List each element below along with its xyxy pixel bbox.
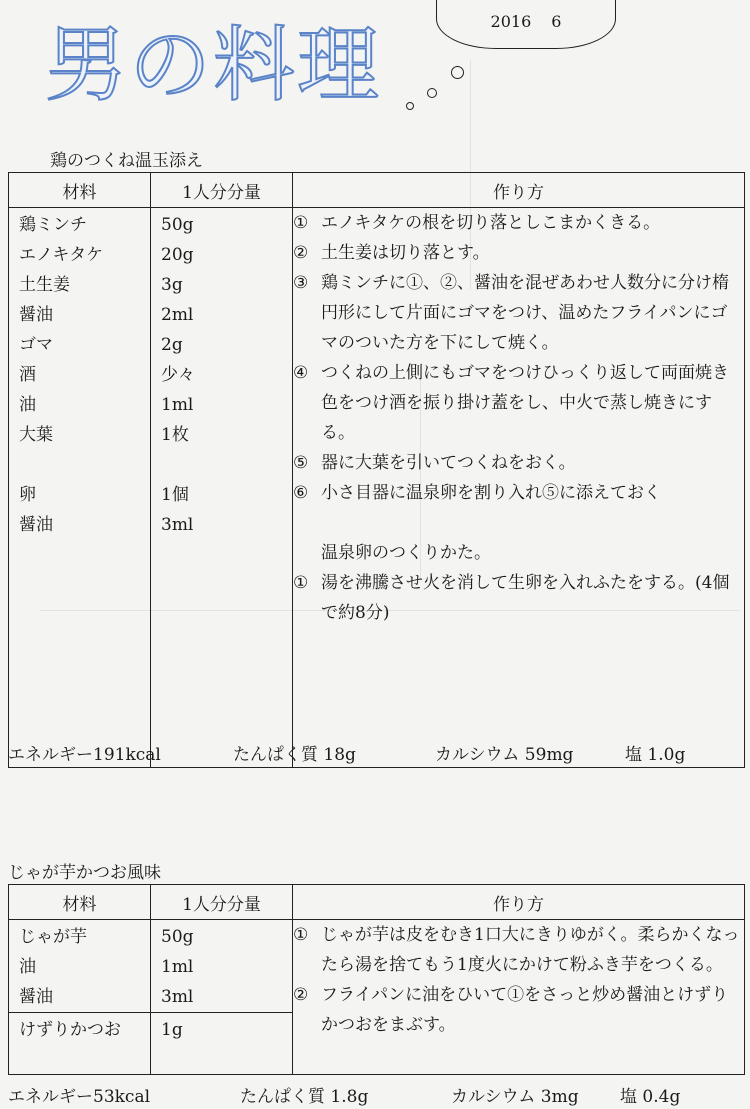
step-text: つくねの上側にもゴマをつけひっくり返して両面焼き色をつけ酒を振り掛け蓋をし、中火で蒸し焼きにする。 <box>321 363 729 443</box>
ingredient-name <box>9 450 150 480</box>
ingredient-amount: 50g <box>161 927 194 947</box>
recipe-title: 鶏のつくね温玉添え <box>50 151 203 171</box>
thought-bubble-dot <box>406 102 414 110</box>
ingredient-amount: 3ml <box>161 515 194 535</box>
step-number: ⑥ <box>293 483 309 503</box>
ingredient-amount: 1ml <box>161 395 194 415</box>
ingredient-name: 油 <box>19 957 36 977</box>
ingredient-amount: 1ml <box>161 957 194 977</box>
recipe-title: じゃが芋かつお風味 <box>8 863 161 883</box>
nutrition-salt: 塩 1.0g <box>625 745 686 765</box>
col-header-ingredient: 材料 <box>9 173 151 208</box>
ingredient-list <box>9 920 151 1013</box>
ingredient-name: エノキタケ <box>19 245 104 265</box>
thought-bubble-dot <box>451 66 464 79</box>
method-step <box>293 268 744 358</box>
ingredient-amount <box>151 450 292 480</box>
step-text: じゃが芋は皮をむき1口大にきりゆがく。柔らかくなったら湯を捨てもう1度火にかけて粉ふき芋をつくる。 <box>321 925 740 975</box>
step-number: ③ <box>293 273 309 293</box>
method-step <box>293 568 744 628</box>
ingredient-amount: 1個 <box>161 485 189 505</box>
step-number: ④ <box>293 363 309 383</box>
ingredient-name: 大葉 <box>19 425 53 445</box>
method-steps <box>293 208 745 768</box>
ingredient-amount: 1g <box>161 1020 183 1040</box>
col-header-amount: 1人分分量 <box>151 885 293 920</box>
step-number: ② <box>293 243 309 263</box>
thought-bubble-dot <box>427 88 437 98</box>
method-steps <box>293 920 745 1075</box>
step-text: エノキタケの根を切り落としこまかくきる。 <box>321 213 661 233</box>
step-number: ② <box>293 985 309 1005</box>
ingredient-amount: 50g <box>161 215 194 235</box>
ingredient-name: 醤油 <box>19 987 53 1007</box>
step-text: フライパンに油をひいて①をさっと炒め醤油とけずりかつおをまぶす。 <box>321 985 729 1035</box>
step-number: ① <box>293 925 309 945</box>
nutrition-protein: たんぱく質 1.8g <box>240 1087 369 1107</box>
method-step <box>293 920 744 980</box>
method-step <box>293 980 744 1040</box>
ingredient-name: 醤油 <box>19 305 53 325</box>
nutrition-protein: たんぱく質 18g <box>233 745 356 765</box>
step-number: ① <box>293 573 309 593</box>
ingredient-amount: 20g <box>161 245 194 265</box>
ingredient-amount: 1枚 <box>161 425 189 445</box>
col-header-ingredient: 材料 <box>9 885 151 920</box>
ingredient-amount: 2g <box>161 335 183 355</box>
ingredient-name: 卵 <box>19 485 36 505</box>
step-text: 小さ目器に温泉卵を割り入れ⑤に添えておく <box>321 483 661 503</box>
ingredient-name: 酒 <box>19 365 36 385</box>
method-step <box>293 448 744 478</box>
ingredient-amount: 3ml <box>161 987 194 1007</box>
recipe-table <box>8 884 745 1075</box>
col-header-method: 作り方 <box>293 173 745 208</box>
step-text: 湯を沸騰させ火を消して生卵を入れふたをする。(4個で約8分) <box>321 573 730 623</box>
amount-list <box>151 920 293 1013</box>
col-header-method: 作り方 <box>293 885 745 920</box>
method-step <box>293 358 744 448</box>
sub-heading-onsen-egg: 温泉卵のつくりかた。 <box>321 543 491 563</box>
nutrition-energy: エネルギー191kcal <box>8 745 161 765</box>
ingredient-name: けずりかつお <box>19 1020 121 1040</box>
page-title: 男の料理 <box>45 18 382 113</box>
ingredient-name: 醤油 <box>19 515 53 535</box>
ingredient-name: 油 <box>19 395 36 415</box>
nutrition-calcium: カルシウム 59mg <box>435 745 574 765</box>
method-step <box>293 238 744 268</box>
ingredient-name: じゃが芋 <box>19 927 87 947</box>
method-step <box>293 208 744 238</box>
amount-list <box>151 208 293 768</box>
ingredient-list <box>9 1013 151 1075</box>
date-year: 2016 <box>490 12 532 31</box>
step-text: 器に大葉を引いてつくねをおく。 <box>321 453 576 473</box>
date-month: 6 <box>551 12 562 31</box>
amount-list <box>151 1013 293 1075</box>
nutrition-calcium: カルシウム 3mg <box>451 1087 579 1107</box>
method-step <box>293 478 744 508</box>
step-text: 鶏ミンチに①、②、醤油を混ぜあわせ人数分に分け楕円形にして片面にゴマをつけ、温めたフライパンにゴマのついた方を下にして焼く。 <box>321 273 729 353</box>
date-cloud <box>436 0 616 49</box>
ingredient-name: 鶏ミンチ <box>19 215 87 235</box>
ingredient-amount: 3g <box>161 275 183 295</box>
nutrition-energy: エネルギー53kcal <box>8 1087 151 1107</box>
ingredient-name: 土生姜 <box>19 275 70 295</box>
step-number: ① <box>293 213 309 233</box>
step-text: 土生姜は切り落とす。 <box>321 243 490 263</box>
col-header-amount: 1人分分量 <box>151 173 293 208</box>
step-number: ⑤ <box>293 453 309 473</box>
ingredient-name: ゴマ <box>19 335 53 355</box>
ingredient-list <box>9 208 151 768</box>
ingredient-amount: 2ml <box>161 305 194 325</box>
recipe-table <box>8 172 745 768</box>
nutrition-salt: 塩 0.4g <box>620 1087 681 1107</box>
ingredient-amount: 少々 <box>161 365 195 385</box>
